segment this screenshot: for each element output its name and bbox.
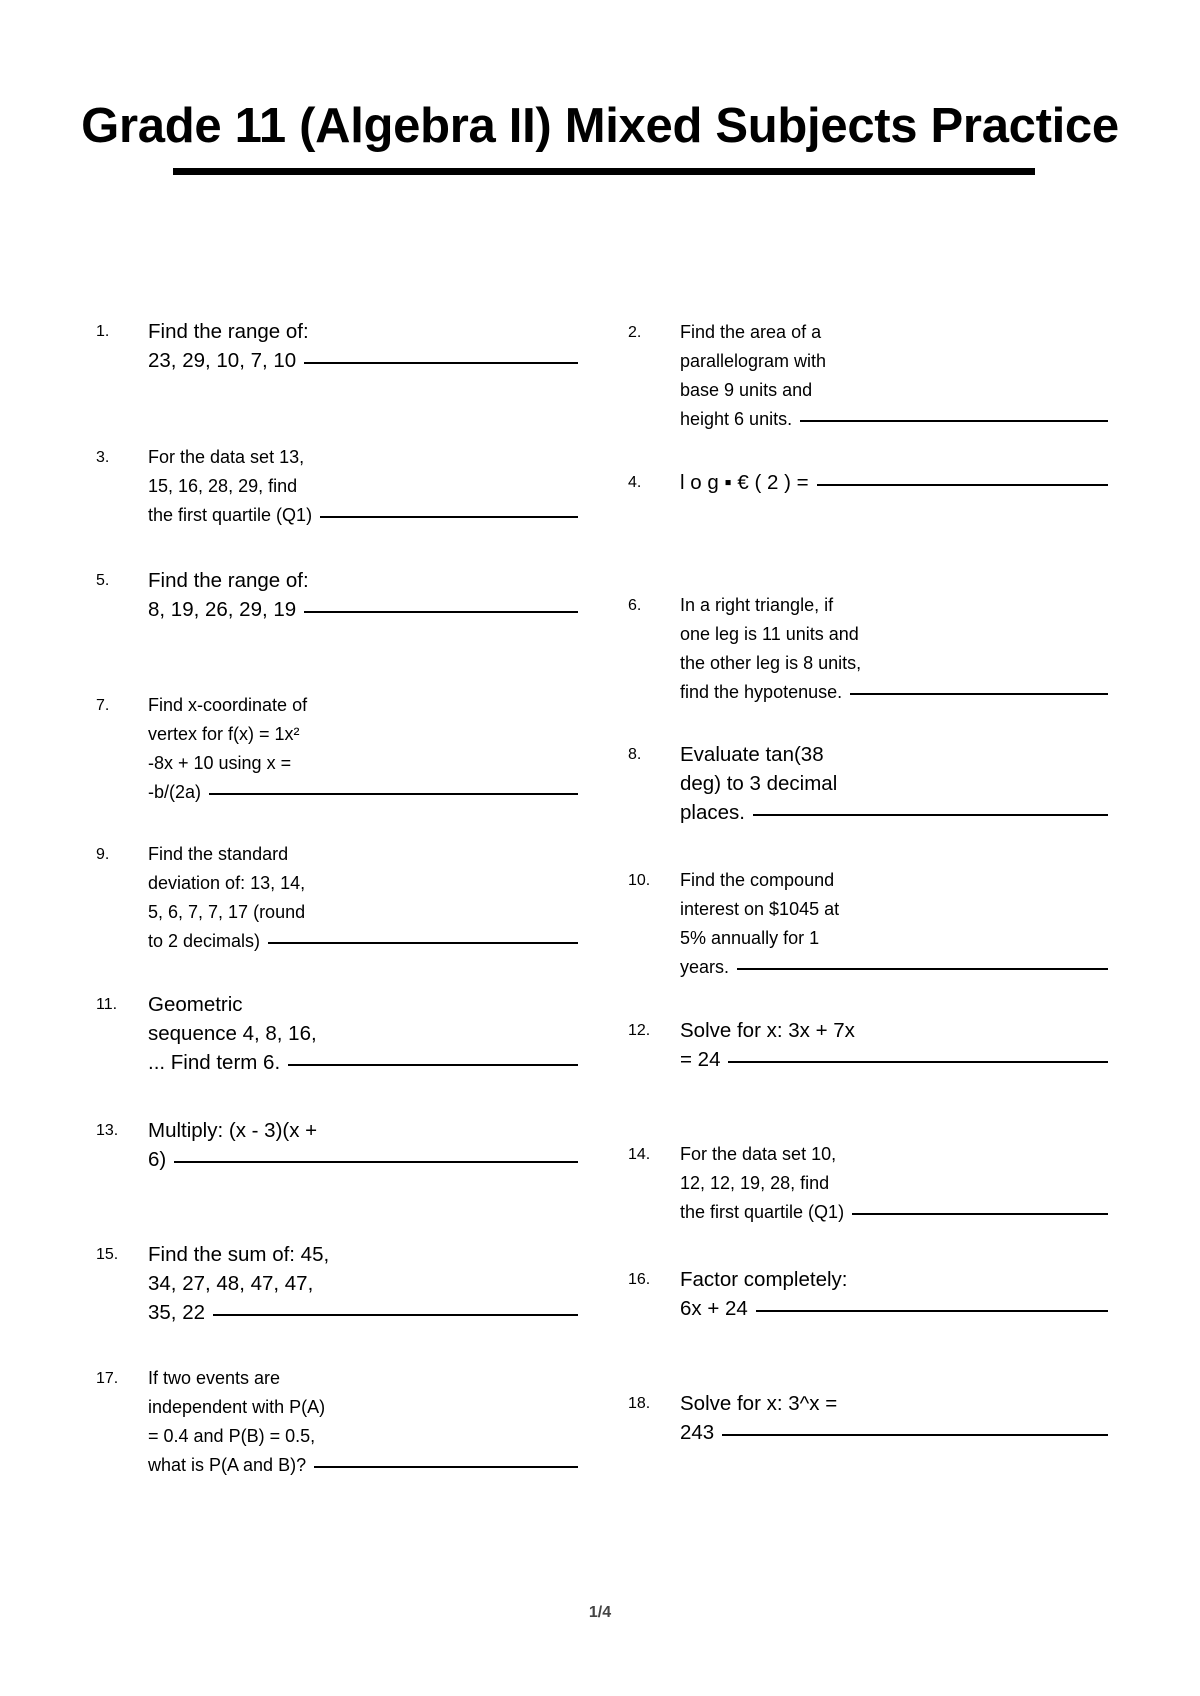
question-text-line: Solve for x: 3^x = [680,1392,838,1415]
question-text-line: height 6 units. [680,409,793,429]
question-text-line: 34, 27, 48, 47, 47, [148,1272,314,1295]
question-number: 14. [628,1146,651,1163]
answer-blank[interactable] [314,1466,578,1468]
worksheet-title: Grade 11 (Algebra II) Mixed Subjects Practice [81,99,1119,153]
question-text-line: 15, 16, 28, 29, find [148,476,298,496]
question-number: 17. [96,1370,119,1387]
question-text-line: Multiply: (x - 3)(x + [148,1119,318,1142]
question-number: 3. [96,449,110,466]
answer-blank[interactable] [268,942,578,944]
question-text-line: In a right triangle, if [680,595,834,615]
question-text-line: For the data set 10, [680,1144,837,1164]
question-text-line: base 9 units and [680,380,813,400]
answer-blank[interactable] [753,814,1108,816]
question-text-line: vertex for f(x) = 1x² [148,724,300,744]
answer-blank[interactable] [800,420,1108,422]
question-text-line: = 0.4 and P(B) = 0.5, [148,1426,316,1446]
question-text-line: 5% annually for 1 [680,928,820,948]
question-number: 7. [96,697,110,714]
question-text-line: l o g ▪ € ( 2 ) = [680,471,809,494]
question-text-line: find the hypotenuse. [680,682,843,702]
question-text-line: 8, 19, 26, 29, 19 [148,598,297,621]
answer-blank[interactable] [213,1314,578,1316]
question-number: 6. [628,597,642,614]
question-number: 5. [96,572,110,589]
question-text-line: Find the sum of: 45, [148,1243,330,1266]
question-number: 4. [628,474,642,491]
question-text-line: the first quartile (Q1) [680,1202,845,1222]
question-number: 9. [96,846,110,863]
question-text-line: the first quartile (Q1) [148,505,313,525]
question-text-line: 243 [680,1421,715,1444]
question-number: 8. [628,746,642,763]
page-number: 1/4 [588,1604,612,1621]
question-text-line: If two events are [148,1368,281,1388]
question-text-line: 5, 6, 7, 7, 17 (round [148,902,306,922]
question-text-line: Find the range of: [148,320,309,343]
question-text-line: -8x + 10 using x = [148,753,292,773]
question-number: 15. [96,1246,119,1263]
question-text-line: Find the range of: [148,569,309,592]
title-underline [173,168,1035,175]
question-text-line: Geometric [148,993,243,1016]
question-text-line: ... Find term 6. [148,1051,281,1074]
question-text-line: Find the area of a [680,322,822,342]
answer-blank[interactable] [728,1061,1108,1063]
question-text-line: For the data set 13, [148,447,305,467]
question-number: 1. [96,323,110,340]
question-text-line: what is P(A and B)? [148,1455,307,1475]
question-text-line: 6x + 24 [680,1297,748,1320]
answer-blank[interactable] [850,693,1108,695]
question-text-line: deviation of: 13, 14, [148,873,306,893]
question-text-line: deg) to 3 decimal [680,772,838,795]
question-text-line: Find the compound [680,870,835,890]
question-number: 16. [628,1271,651,1288]
question-text-line: the other leg is 8 units, [680,653,862,673]
answer-blank[interactable] [817,484,1108,486]
answer-blank[interactable] [304,611,578,613]
question-text-line: Find x-coordinate of [148,695,308,715]
question-number: 12. [628,1022,651,1039]
question-text-line: = 24 [680,1048,721,1071]
question-text-line: interest on $1045 at [680,899,840,919]
answer-blank[interactable] [756,1310,1108,1312]
question-text-line: 23, 29, 10, 7, 10 [148,349,297,372]
question-text-line: independent with P(A) [148,1397,326,1417]
question-text-line: Factor completely: [680,1268,848,1291]
question-number: 13. [96,1122,119,1139]
answer-blank[interactable] [320,516,578,518]
answer-blank[interactable] [722,1434,1108,1436]
question-text-line: Find the standard [148,844,289,864]
question-text-line: 6) [148,1148,167,1171]
question-number: 18. [628,1395,651,1412]
question-text-line: 12, 12, 19, 28, find [680,1173,830,1193]
question-text-line: places. [680,801,745,824]
question-number: 10. [628,872,651,889]
question-text-line: -b/(2a) [148,782,202,802]
answer-blank[interactable] [852,1213,1108,1215]
question-text-line: sequence 4, 8, 16, [148,1022,317,1045]
question-text-line: years. [680,957,730,977]
answer-blank[interactable] [304,362,578,364]
question-text-line: to 2 decimals) [148,931,261,951]
question-text-line: 35, 22 [148,1301,205,1324]
answer-blank[interactable] [209,793,578,795]
question-number: 11. [96,996,118,1013]
question-text-line: parallelogram with [680,351,827,371]
question-text-line: one leg is 11 units and [680,624,859,644]
answer-blank[interactable] [737,968,1108,970]
question-number: 2. [628,324,642,341]
answer-blank[interactable] [288,1064,578,1066]
answer-blank[interactable] [174,1161,578,1163]
question-text-line: Evaluate tan(38 [680,743,824,766]
question-text-line: Solve for x: 3x + 7x [680,1019,855,1042]
